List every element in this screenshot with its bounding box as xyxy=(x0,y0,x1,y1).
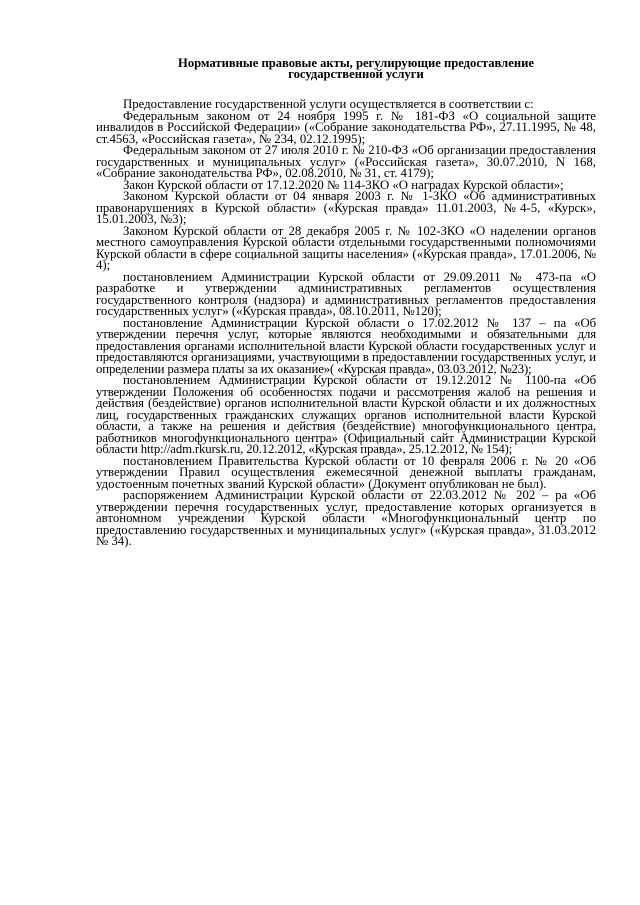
resolution-item-137: постановление Администрации Курской области о 17.02.2012 № 137 – па «Об утверждении перечня услуг, которые являются необходимыми и обязательными для предоставления органами исполнительной власти Курской области государственных услуг и предоставляются организациями, участвующими в предоставлении государственных услуг, и определении размера платы за их оказание»( «Курская правда», 03.03.2012, №23); xyxy=(96,315,596,376)
law-item-kursk-102: Законом Курской области от 28 декабря 2005 г. № 102-ЗКО «О наделении органов местного самоуправления Курской области отдельными государственными полномочиями Курской области в сфере социальной защиты населения» («Курская правда», 17.01.2006, № 4); xyxy=(96,223,596,272)
resolution-item-1100: постановлением Администрации Курской области от 19.12.2012 № 1100-па «Об утверждении Положения об особенностях подачи и рассмотрения жалоб на решения и действия (бездействие) органов исполнительной власти Курской области и их должностных лиц, государственных гражданских служащих органов исполнительной власти Курской области, а также на решения и действия (бездействие) многофункционального центра, работников многофункционального центра» (Официальный сайт Администрации Курской области http://adm.rkursk.ru, 20.12.2012, «Курская правда», 25.12.2012, № 154); xyxy=(96,373,596,456)
resolution-item-20: постановлением Правительства Курской области от 10 февраля 2006 г. № 20 «Об утверждении Правил осуществления ежемесячной денежной выплаты гражданам, удостоенным почетных званий Курской области» (Документ опубликован не был). xyxy=(96,453,596,491)
intro-paragraph: Предоставление государственной услуги осуществляется в соответствии с: xyxy=(123,97,534,111)
law-item-kursk-1: Законом Курской области от 04 января 2003 г. № 1-ЗКО «Об административных правонарушениях в Курской области» («Курская правда» 11.01.2003, №4-5, «Курск», 15.01.2003, №3); xyxy=(96,189,596,226)
law-item-federal-181: Федеральным законом от 24 ноября 1995 г. № 181-ФЗ «О социальной защите инвалидов в Российской Федерации» («Собрание законодательства РФ», 27.11.1995, № 48, ст.4563, «Российская газета», № 234, 02.12.1995); xyxy=(96,108,596,146)
order-item-202: распоряжением Администрации Курской области от 22.03.2012 № 202 – ра «Об утверждении перечня государственных услуг, предоставление которых организуется в автономном учреждении Курской области «Многофункциональный центр по предоставлению государственных и муниципальных услуг» («Курская правда», 31.03.2012 № 34). xyxy=(96,488,596,548)
document-title xyxy=(130,58,582,80)
law-item-federal-210: Федеральным законом от 27 июля 2010 г. № 210-ФЗ «Об организации предоставления государственных и муниципальных услуг» («Российская газета», 30.07.2010, N 168, «Собрание законодательства РФ», 02.08.2010, № 31, ст. 4179); xyxy=(96,143,596,180)
title-line-2: государственной услуги xyxy=(288,67,424,81)
document-body xyxy=(96,99,596,548)
title-line-1: Нормативные правовые акты, регулирующие предоставление xyxy=(178,56,534,70)
resolution-item-473: постановлением Администрации Курской области от 29.09.2011 № 473-па «О разработке и утверждении административных регламентов осуществления государственного контроля (надзора) и административных регламентов предоставления государственных услуг» («Курская правда», 08.10.2011, №120); xyxy=(96,269,596,318)
law-item-kursk-114: Закон Курской области от 17.12.2020 № 114-ЗКО «О наградах Курской области»; xyxy=(123,177,564,192)
